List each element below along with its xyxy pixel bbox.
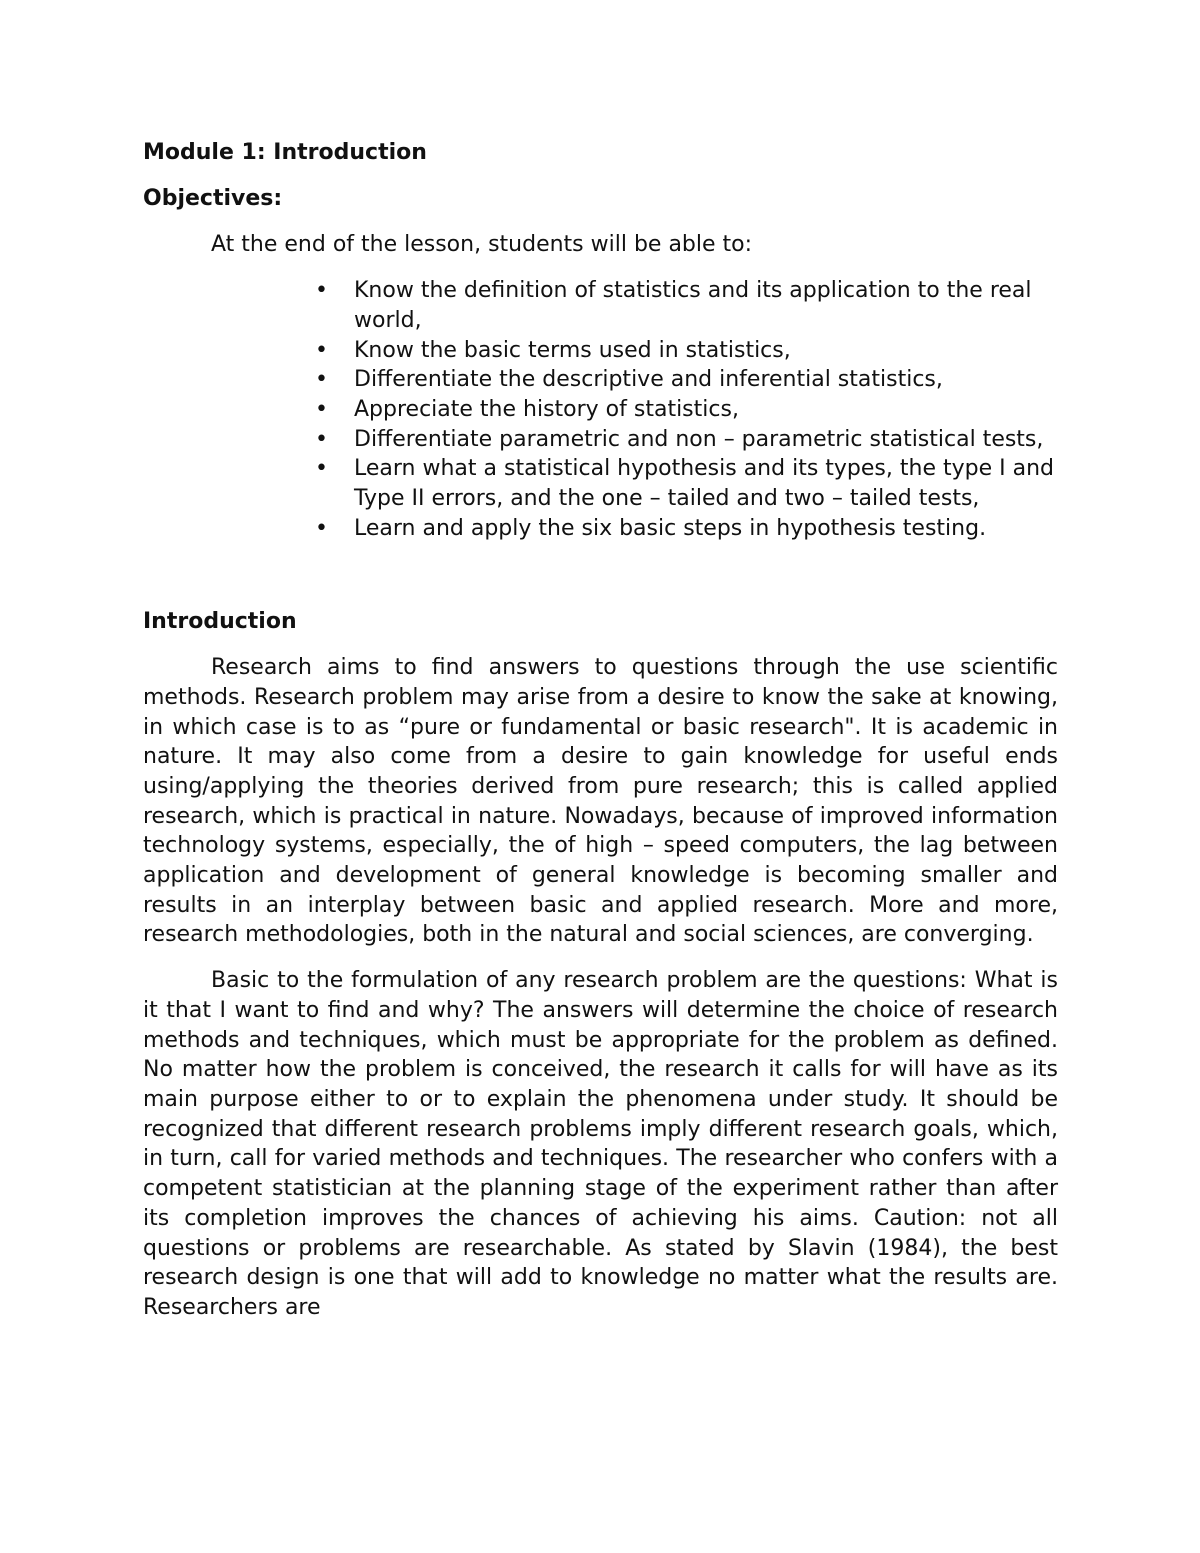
bullet-icon: • xyxy=(315,426,328,452)
objectives-list xyxy=(143,276,1058,543)
objective-item xyxy=(315,454,1058,513)
introduction-heading: Introduction xyxy=(143,609,297,635)
objective-item xyxy=(315,276,1058,335)
objective-text: Know the definition of statistics and its application to the real world, xyxy=(354,278,1032,333)
bullet-icon: • xyxy=(315,337,328,363)
objective-text: Learn and apply the six basic steps in hypothesis testing. xyxy=(354,515,987,541)
bullet-icon: • xyxy=(315,396,328,422)
objective-item xyxy=(315,395,1058,425)
introduction-paragraph: Basic to the formulation of any research problem are the questions: What is it that I want to find and why? The answers will determine the choice of research methods and techniques, which must be appropriate for the problem as defined. No matter how the problem is conceived, the research it calls for will have as its main purpose either to or to explain the phenomena under study. It should be recognized that different research problems imply different research goals, which, in turn, call for varied methods and techniques. The researcher who confers with a competent statistician at the planning stage of the experiment rather than after its completion improves the chances of achieving his aims. Caution: not all questions or problems are researchable. As stated by Slavin (1984), the best research design is one that will add to knowledge no matter what the results are. Researchers are xyxy=(143,968,1058,1320)
bullet-icon: • xyxy=(315,515,328,541)
objectives-intro: At the end of the lesson, students will be able to: xyxy=(211,232,753,258)
objective-text: Differentiate parametric and non – parametric statistical tests, xyxy=(354,426,1044,452)
objective-text: Know the basic terms used in statistics, xyxy=(354,337,791,363)
objective-text: Learn what a statistical hypothesis and its types, the type I and Type II errors, and the one – tailed and two – tailed tests, xyxy=(354,456,1054,512)
bullet-icon: • xyxy=(315,278,328,304)
objective-item xyxy=(315,336,1058,366)
bullet-icon: • xyxy=(315,367,328,393)
objective-item xyxy=(315,425,1058,455)
objective-item xyxy=(315,365,1058,395)
objective-text: Appreciate the history of statistics, xyxy=(354,396,739,422)
objective-item xyxy=(315,514,1058,544)
bullet-icon: • xyxy=(315,456,328,482)
module-title: Module 1: Introduction xyxy=(143,140,427,165)
objectives-heading: Objectives: xyxy=(143,185,283,211)
objective-text: Differentiate the descriptive and inferential statistics, xyxy=(354,367,943,393)
page-content xyxy=(143,138,1058,1339)
introduction-paragraph: Research aims to find answers to questions through the use scientific methods. Research problem may arise from a desire to know the sake at knowing, in which case is to as “pure or fundamental or basic research". It is academic in nature. It may also come from a desire to gain knowledge for useful ends using/applying the theories derived from pure research; this is called applied research, which is practical in nature. Nowadays, because of improved information technology systems, especially, the of high – speed computers, the lag between application and development of general knowledge is becoming smaller and results in an interplay between basic and applied research. More and more, research methodologies, both in the natural and social sciences, are converging. xyxy=(143,655,1058,948)
